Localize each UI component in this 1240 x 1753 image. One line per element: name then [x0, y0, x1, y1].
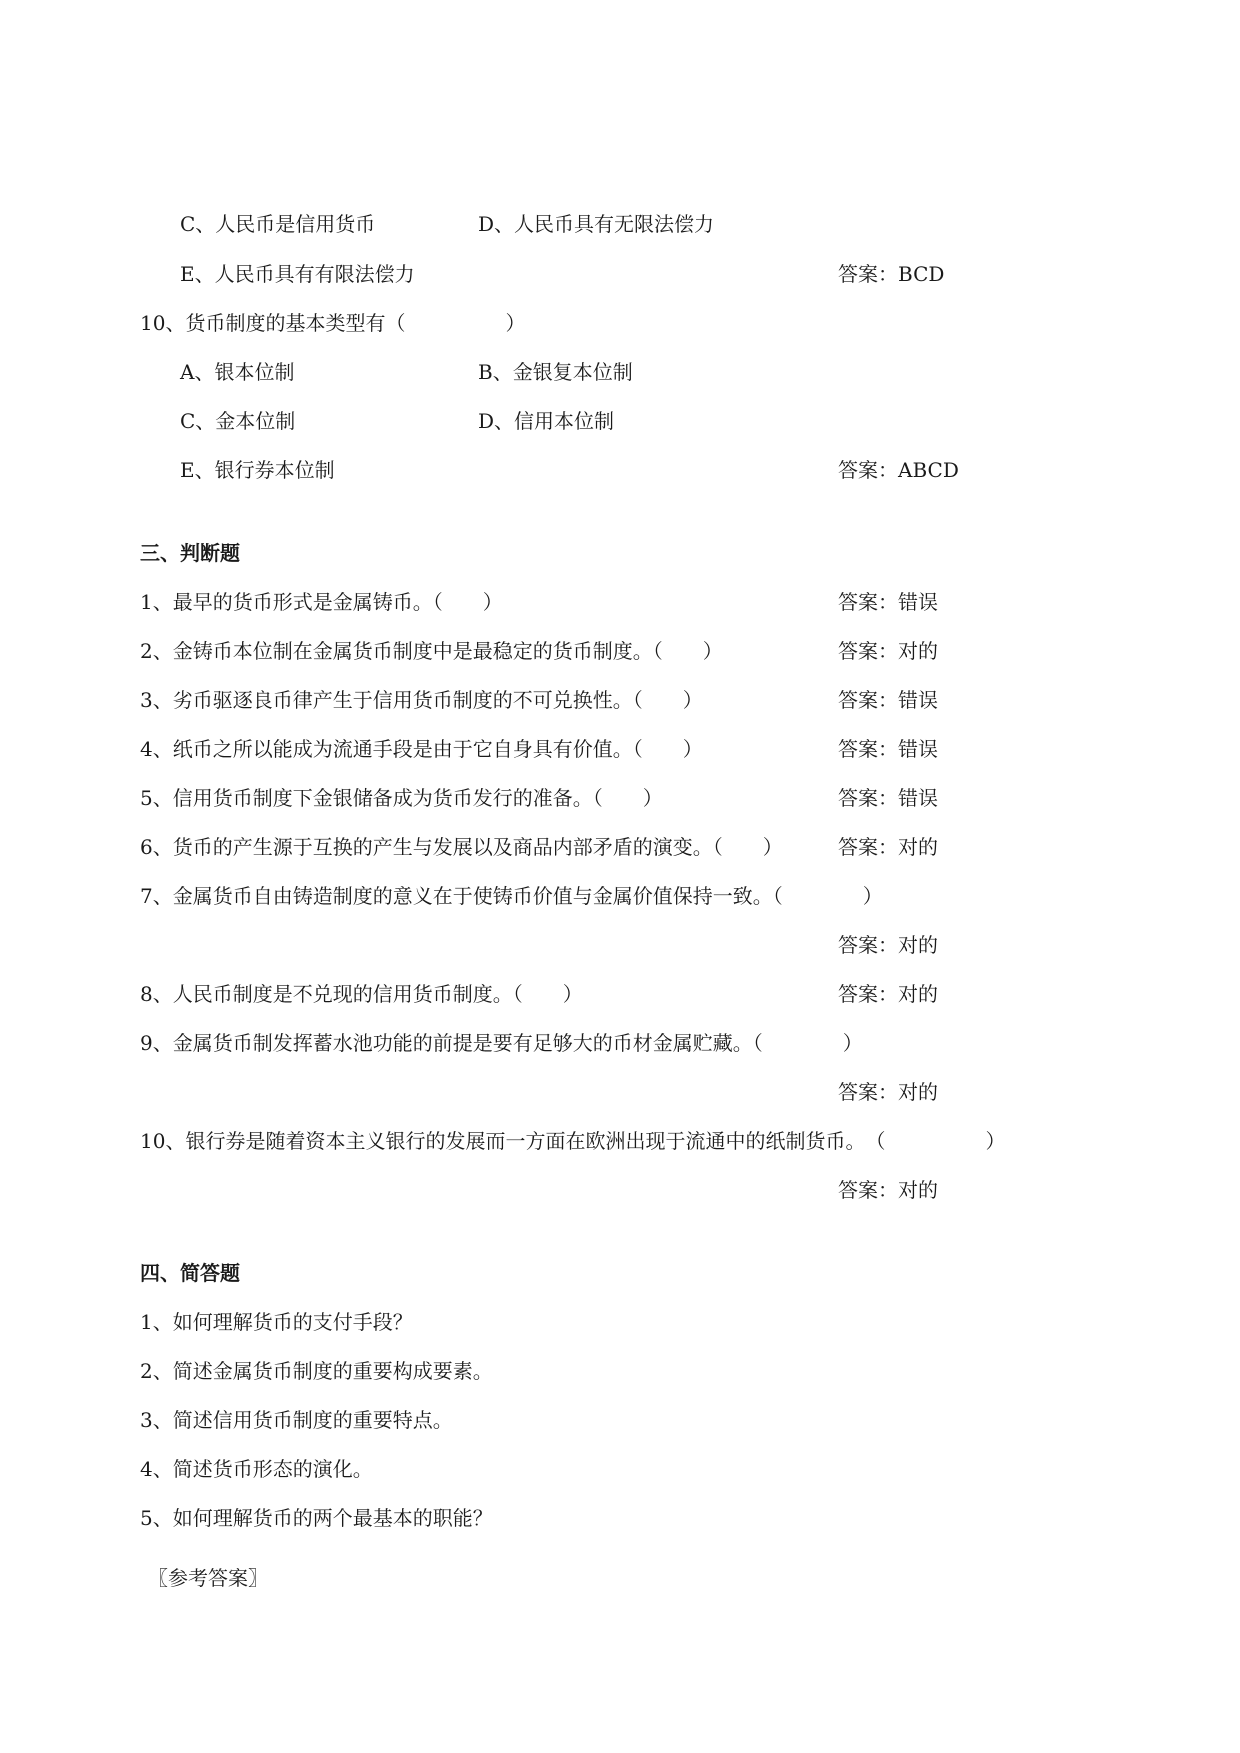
sa-question: 1、如何理解货币的支付手段？ [140, 1310, 413, 1334]
tf-question: 5、信用货币制度下金银储备成为货币发行的准备。（ ） [140, 786, 663, 810]
q10-option-e: E、银行券本位制 [180, 458, 335, 482]
q10-option-d: D、信用本位制 [478, 409, 615, 433]
q10-option-c: C、金本位制 [180, 409, 296, 433]
section-heading-true-false: 三、判断题 [140, 541, 240, 565]
tf-answer: 答案：对的 [838, 835, 938, 859]
q10-stem: 10、货币制度的基本类型有（ ） [140, 311, 526, 335]
q9-option-e: E、人民币具有有限法偿力 [180, 262, 415, 286]
sa-question: 5、如何理解货币的两个最基本的职能？ [140, 1506, 493, 1530]
q9-option-d: D、人民币具有无限法偿力 [478, 212, 715, 236]
tf-question: 1、最早的货币形式是金属铸币。（ ） [140, 590, 503, 614]
tf-answer: 答案：错误 [838, 688, 938, 712]
tf-question: 6、货币的产生源于互换的产生与发展以及商品内部矛盾的演变。（ ） [140, 835, 783, 859]
q10-option-b: B、金银复本位制 [478, 360, 633, 384]
tf-answer: 答案：错误 [838, 737, 938, 761]
q10-answer: 答案：ABCD [838, 458, 959, 482]
tf-answer: 答案：对的 [838, 933, 938, 957]
tf-answer: 答案：错误 [838, 590, 938, 614]
tf-question: 7、金属货币自由铸造制度的意义在于使铸币价值与金属价值保持一致。（ ） [140, 884, 883, 908]
tf-question: 10、银行券是随着资本主义银行的发展而一方面在欧洲出现于流通中的纸制货币。 （ ） [140, 1129, 1006, 1153]
tf-question: 3、劣币驱逐良币律产生于信用货币制度的不可兑换性。（ ） [140, 688, 703, 712]
tf-answer: 答案：对的 [838, 639, 938, 663]
tf-question: 9、金属货币制发挥蓄水池功能的前提是要有足够大的币材金属贮藏。（ ） [140, 1031, 863, 1055]
sa-question: 4、简述货币形态的演化。 [140, 1457, 373, 1481]
tf-question: 2、金铸币本位制在金属货币制度中是最稳定的货币制度。（ ） [140, 639, 723, 663]
sa-question: 3、简述信用货币制度的重要特点。 [140, 1408, 453, 1432]
tf-answer: 答案：对的 [838, 1178, 938, 1202]
q9-option-c: C、人民币是信用货币 [180, 212, 376, 236]
q9-answer: 答案：BCD [838, 262, 945, 286]
tf-question: 4、纸币之所以能成为流通手段是由于它自身具有价值。（ ） [140, 737, 703, 761]
tf-question: 8、人民币制度是不兑现的信用货币制度。（ ） [140, 982, 583, 1006]
section-heading-short-answer: 四、简答题 [140, 1261, 240, 1285]
reference-answer-label: 〖参考答案〗 [148, 1566, 268, 1590]
tf-answer: 答案：对的 [838, 982, 938, 1006]
tf-answer: 答案：错误 [838, 786, 938, 810]
q10-option-a: A、银本位制 [180, 360, 295, 384]
tf-answer: 答案：对的 [838, 1080, 938, 1104]
sa-question: 2、简述金属货币制度的重要构成要素。 [140, 1359, 493, 1383]
